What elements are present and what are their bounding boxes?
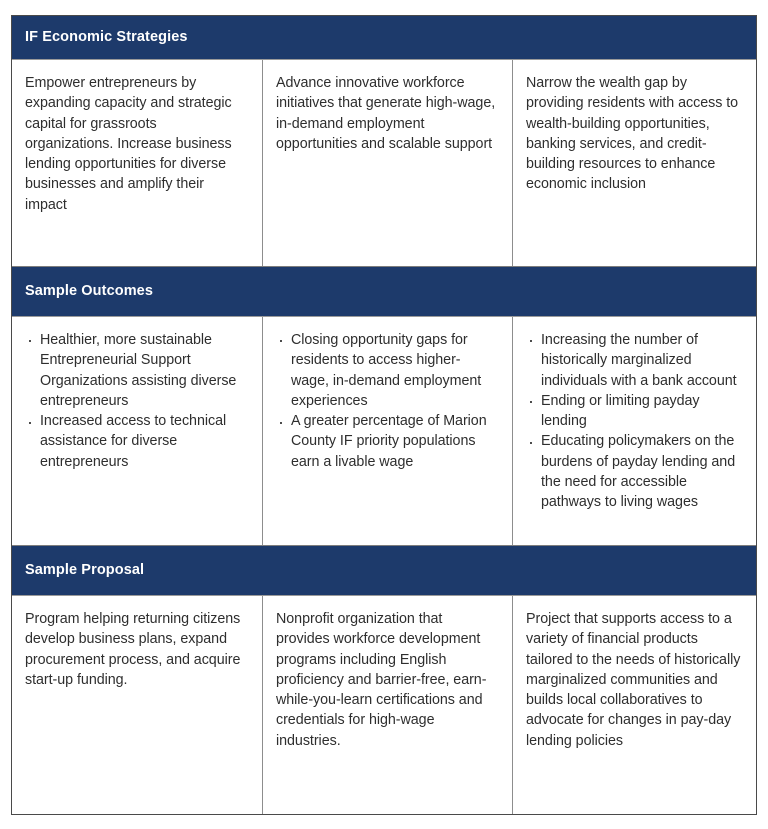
section-1-row [12,60,756,266]
list-item: · Educating policymakers on the burdens of payday lending and the need for accessible pathways to living wages [526,431,741,512]
outcomes-list [526,330,741,513]
section-header-sample-outcomes [12,267,756,317]
cell-paragraph: Program helping returning citizens develop business plans, expand procurement process, and acquire start-up funding. [25,611,241,688]
cell-strategy-workforce [262,60,512,266]
section-header-sample-proposal [12,546,756,596]
cell-paragraph: Project that supports access to a variety of financial products tailored to the needs of historically marginalized communities and builds local collaboratives to advocate for changes in pay-day lending policies [526,611,741,749]
outcomes-list [25,330,248,472]
cell-outcomes-entrepreneurship [12,317,262,545]
section-header-label: Sample Outcomes [25,282,154,299]
cell-paragraph: Advance innovative workforce initiatives that generate high-wage, in-demand employment opportunities and scalable support [276,75,496,152]
list-item: · Increased access to technical assistance for diverse entrepreneurs [25,411,248,472]
list-item: · Closing opportunity gaps for residents to access higher-wage, in-demand employment experiences [276,330,498,411]
cell-strategy-entrepreneurship [12,60,262,266]
list-item: · Healthier, more sustainable Entrepreneurial Support Organizations assisting diverse entrepreneurs [25,330,248,411]
list-item: · Increasing the number of historically marginalized individuals with a bank account [526,330,741,391]
cell-paragraph: Narrow the wealth gap by providing residents with access to wealth-building opportunities, banking services, and credit-building resources to enhance economic inclusion [526,75,739,193]
cell-outcomes-workforce [262,317,512,545]
strategies-matrix-table [11,15,757,815]
cell-proposal-entrepreneurship [12,596,262,815]
cell-outcomes-wealth-building [512,317,755,545]
list-item: · Ending or limiting payday lending [526,391,741,432]
cell-paragraph: Nonprofit organization that provides workforce development programs including English proficiency and barrier-free, earn-while-you-learn certifications and credentials for high-wage industries. [276,611,487,749]
list-item: · A greater percentage of Marion County IF priority populations earn a livable wage [276,411,498,472]
outcomes-list [276,330,498,472]
cell-strategy-wealth-building [512,60,755,266]
section-header-label: Sample Proposal [25,561,145,578]
section-3-row [12,596,756,815]
cell-proposal-workforce [262,596,512,815]
section-header-if-economic-strategies [12,16,756,60]
section-2-row [12,317,756,545]
cell-proposal-wealth-building [512,596,755,815]
section-header-label: IF Economic Strategies [25,28,188,45]
cell-paragraph: Empower entrepreneurs by expanding capacity and strategic capital for grassroots organizations. Increase business lending opportunities for diverse businesses and amplify their impact [25,75,232,213]
